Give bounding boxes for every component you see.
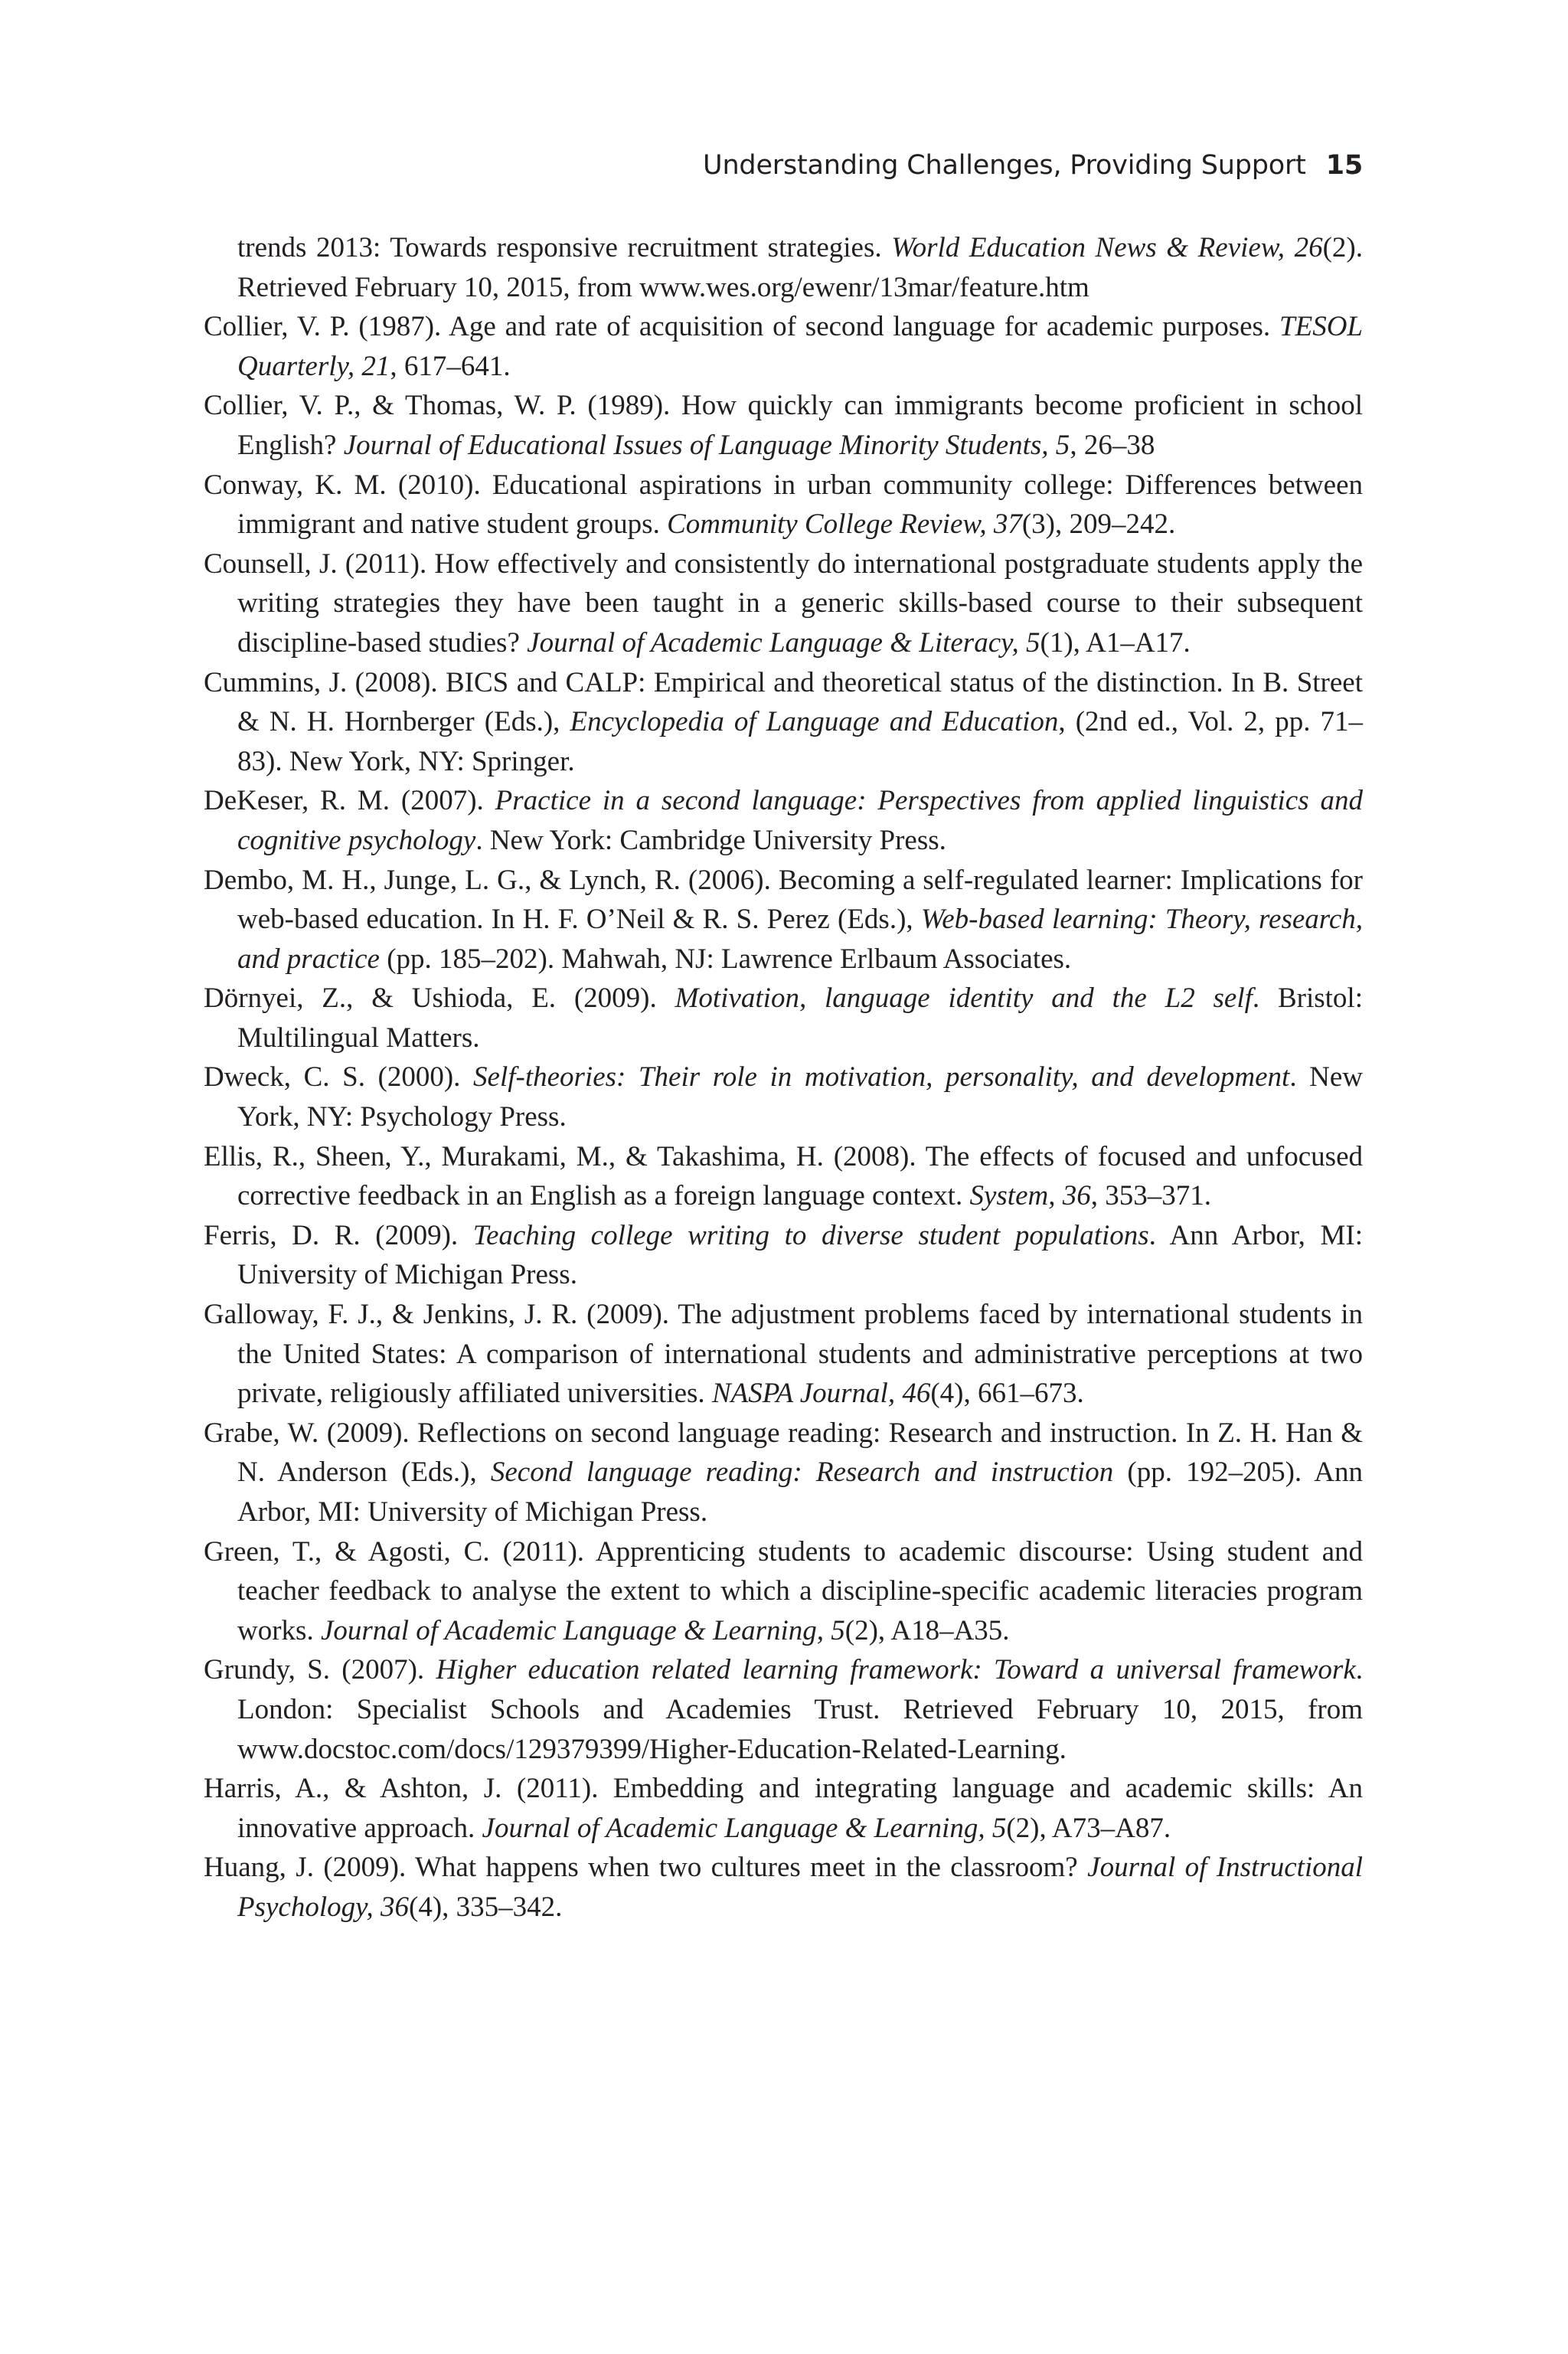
reference-text: . New York: Cambridge University Press. [475,824,946,856]
reference-text: (4), 335–342. [409,1891,563,1923]
reference-text: . London: Specialist Schools and Academies Trust. Retrieved February 10, 2015, from www.docstoc.com/docs/129379399/Higher-Education-Related-Learning. [237,1654,1364,1765]
reference-text: Cummins, J. (2008). BICS and CALP: Empirical and theoretical status of the distinction. In B. Street & N. H. Hornberger (Eds.), [204,666,1363,738]
reference-italic-text: NASPA Journal, 46 [711,1378,931,1410]
reference-entry [204,1058,1363,1136]
reference-italic-text: Journal of Educational Issues of Language Minority Students, 5 [343,429,1070,461]
reference-italic-text: TESOL Quarterly, 21 [237,311,1363,382]
page-number: 15 [1325,150,1363,181]
reference-text: , (2nd ed., Vol. 2, pp. 71–83). New York, NY: Springer. [237,706,1363,777]
reference-italic-text: Journal of Academic Language & Learning, 5 [320,1614,845,1646]
reference-entry [204,307,1363,386]
reference-text: . New York, NY: Psychology Press. [237,1061,1364,1133]
reference-text: Huang, J. (2009). What happens when two cultures meet in the classroom? [204,1852,1088,1884]
reference-text: Harris, A., & Ashton, J. (2011). Embedding and integrating language and academic skills: An innovative approach. [204,1773,1363,1844]
reference-entry [204,544,1363,663]
reference-entry [204,1295,1363,1414]
reference-italic-text: Self-theories: Their role in motivation, personality, and development [473,1061,1290,1094]
reference-list [204,228,1363,1927]
reference-text: Conway, K. M. (2010). Educational aspirations in urban community college: Differences between immigrant and native student groups. [204,469,1363,541]
reference-italic-text: Second language reading: Research and instruction [490,1457,1114,1489]
reference-text: Collier, V. P. (1987). Age and rate of acquisition of second language for academic purposes. [204,311,1280,343]
reference-entry [204,1216,1363,1295]
reference-text: (4), 661–673. [930,1378,1084,1410]
reference-text: , 26–38 [1070,429,1155,461]
reference-text: Ferris, D. R. (2009). [204,1219,473,1251]
reference-text: Grundy, S. (2007). [204,1654,436,1686]
reference-italic-text: Practice in a second language: Perspectives from applied linguistics and cognitive psychology [237,785,1363,856]
reference-entry [204,228,1363,307]
reference-italic-text: Encyclopedia of Language and Education [570,706,1059,738]
running-header [703,147,1363,184]
reference-italic-text: Teaching college writing to diverse student populations [472,1219,1149,1251]
reference-entry [204,1769,1363,1848]
reference-text: Collier, V. P., & Thomas, W. P. (1989). How quickly can immigrants become proficient in school English? [204,390,1363,461]
reference-italic-text: Community College Review, 37 [667,508,1022,541]
reference-italic-text: Journal of Academic Language & Literacy, 5 [527,626,1040,659]
reference-italic-text: Web-based learning: Theory, research, and practice [237,904,1363,975]
reference-text: , 617–641. [390,350,511,382]
reference-entry [204,1137,1363,1216]
reference-italic-text: System, 36 [969,1180,1091,1212]
reference-entry [204,663,1363,782]
reference-italic-text: Motivation, language identity and the L2 self [675,982,1253,1015]
reference-italic-text: Higher education related learning framework: Toward a universal framework [436,1654,1356,1686]
reference-text: . Bristol: Multilingual Matters. [237,982,1363,1054]
reference-text: (2), A18–A35. [844,1614,1010,1646]
reference-text: Dembo, M. H., Junge, L. G., & Lynch, R. (2006). Becoming a self-regulated learner: Implications for web-based education. In H. F. O’Neil & R. S. Perez (Eds.), [204,864,1363,936]
reference-text: (pp. 185–202). Mahwah, NJ: Lawrence Erlbaum Associates. [379,943,1072,975]
reference-text: (2), A73–A87. [1006,1812,1171,1844]
reference-text: (3), 209–242. [1021,508,1176,541]
reference-entry [204,466,1363,544]
reference-text: Galloway, F. J., & Jenkins, J. R. (2009). The adjustment problems faced by international students in the United States: A comparison of international students and administrative perceptions at two private, religiously affiliated universities. [204,1299,1363,1410]
reference-text: (pp. 192–205). Ann Arbor, MI: University of Michigan Press. [237,1457,1363,1528]
reference-entry [204,861,1363,979]
reference-entry [204,1650,1363,1769]
reference-text: (1), A1–A17. [1040,626,1191,659]
reference-text: . Ann Arbor, MI: University of Michigan Press. [237,1219,1363,1291]
reference-text: DeKeser, R. M. (2007). [204,785,495,817]
reference-text: Dörnyei, Z., & Ushioda, E. (2009). [204,982,675,1015]
running-title: Understanding Challenges, Providing Support [703,150,1306,181]
reference-entry [204,979,1363,1058]
reference-italic-text: World Education News & Review, 26 [891,232,1323,263]
reference-italic-text: Journal of Instructional Psychology, 36 [237,1852,1363,1923]
reference-text: Green, T., & Agosti, C. (2011). Apprenticing students to academic discourse: Using student and teacher feedback to analyse the extent to which a discipline-specific academic literacies program works. [204,1535,1363,1646]
reference-text: trends 2013: Towards responsive recruitment strategies. [237,232,892,263]
reference-entry [204,1414,1363,1532]
reference-text: (2). Retrieved February 10, 2015, from www.wes.org/ewenr/13mar/feature.htm [237,232,1363,303]
reference-italic-text: Journal of Academic Language & Learning, 5 [482,1812,1007,1844]
reference-text: Dweck, C. S. (2000). [204,1061,474,1094]
reference-text: , 353–371. [1090,1180,1211,1212]
reference-entry [204,1848,1363,1927]
reference-text: Ellis, R., Sheen, Y., Murakami, M., & Takashima, H. (2008). The effects of focused and unfocused corrective feedback in an English as a foreign language context. [204,1140,1363,1212]
reference-entry [204,386,1363,465]
reference-entry [204,781,1363,860]
reference-entry [204,1532,1363,1651]
reference-text: Grabe, W. (2009). Reflections on second language reading: Research and instruction. In Z. H. Han & N. Anderson (Eds.), [204,1417,1363,1489]
reference-text: Counsell, J. (2011). How effectively and consistently do international postgraduate students apply the writing strategies they have been taught in a generic skills-based course to their subsequent discipline-based studies? [204,548,1363,659]
